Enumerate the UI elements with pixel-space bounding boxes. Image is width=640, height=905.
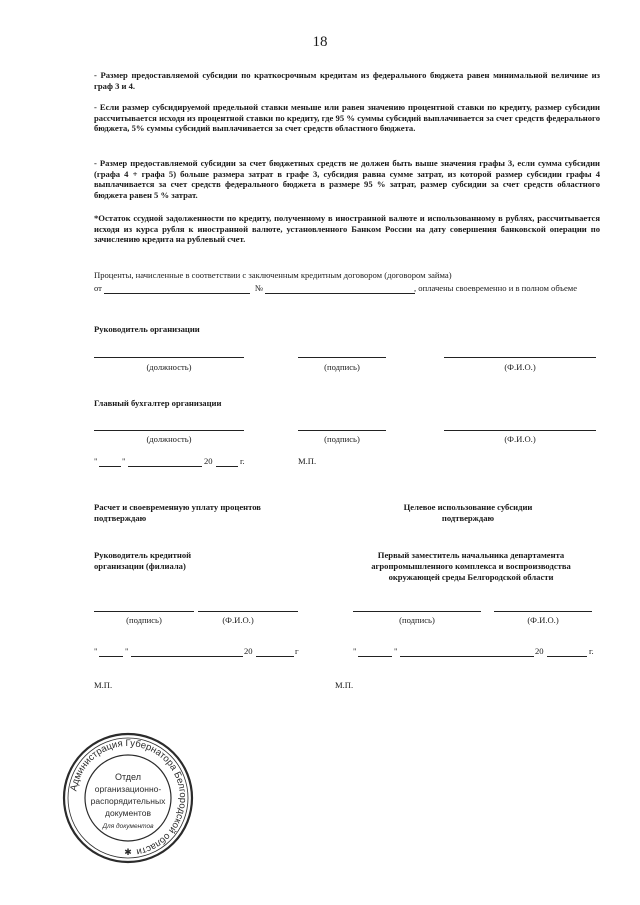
accountant-signature-line (298, 430, 386, 431)
bank-seal-place: М.П. (94, 680, 113, 690)
dept-date-month-line (400, 656, 534, 657)
round-stamp (60, 730, 196, 866)
dept-date-year-prefix: 20 (535, 646, 544, 656)
org-head-signature-caption: (подпись) (324, 362, 360, 372)
accountant-position-line (94, 430, 244, 431)
bank-date-month-line (131, 656, 243, 657)
dept-date-quote-close: " (394, 646, 398, 656)
date-year-prefix: 20 (204, 456, 213, 466)
date-year-suffix: г. (240, 456, 245, 466)
chief-accountant-title: Главный бухгалтер организации (94, 398, 222, 408)
stamp-bottom-text: Для документов (102, 823, 154, 830)
stamp-graphic (60, 730, 196, 866)
accountant-signature-caption: (подпись) (324, 434, 360, 444)
dept-date-day-line (358, 656, 392, 657)
stamp-ring-text: Администрация Губернатора Белгородской области (68, 737, 189, 858)
dept-confirm-title: Целевое использование субсидии подтверждаю (403, 502, 533, 523)
dept-date-year-suffix: г. (589, 646, 594, 656)
dept-signature-caption: (подпись) (399, 615, 435, 625)
bank-date-year-prefix: 20 (244, 646, 253, 656)
org-head-name-caption: (Ф.И.О.) (504, 362, 536, 372)
interest-from-label: от (94, 283, 102, 293)
bank-name-line (198, 611, 298, 612)
stamp-center-line: документов (105, 808, 151, 818)
bank-name-caption: (Ф.И.О.) (222, 615, 254, 625)
bank-confirm-title: Расчет и своевременную уплату процентов подтверждаю (94, 502, 261, 523)
date-quote-open: " (94, 456, 98, 466)
interest-number-sign: № (255, 283, 264, 293)
stamp-star-icon: ✱ (124, 848, 132, 858)
date-month-line (128, 466, 202, 467)
interest-statement-line1: Проценты, начисленные в соответствии с заключенным кредитным договором (договором займа) (94, 270, 452, 280)
note-paragraph-2: - Если размер субсидируемой предельной ставки меньше или равен значению процентной ставки по кредиту, размер субсидии рассчитывается исходя из процентной ставки по кредиту, где 95 % суммы субсидий выплачивается за счет средств федерального бюджета, 5% суммы субсидий выплачивается за счет средств областного бюджета. (94, 102, 600, 134)
org-head-name-line (444, 357, 596, 358)
stamp-center-line: организационно- (94, 784, 162, 794)
bank-date-year-suffix: г (295, 646, 299, 656)
bank-date-year-line (256, 656, 294, 657)
note-paragraph-4: *Остаток ссудной задолженности по кредиту, полученному в иностранной валюте и использованному в рублях, рассчитывается исходя из курса рубля к иностранной валюте, установленного Банком России на дату совершения банковской операции по зачислению кредита на рублевый счет. (94, 213, 600, 245)
dept-date-year-line (547, 656, 587, 657)
bank-date-quote-close: " (125, 646, 129, 656)
note-paragraph-1: - Размер предоставляемой субсидии по краткосрочным кредитам из федерального бюджета равен минимальной величине из граф 3 и 4. (94, 70, 600, 91)
contract-date-line (104, 293, 250, 294)
date-year-line (216, 466, 238, 467)
bank-signature-line (94, 611, 194, 612)
dept-date-quote-open: " (353, 646, 357, 656)
dept-name-line (494, 611, 592, 612)
accountant-name-line (444, 430, 596, 431)
org-head-position-line (94, 357, 244, 358)
stamp-center-line: распорядительных (90, 796, 166, 806)
accountant-position-caption: (должность) (146, 434, 192, 444)
dept-name-caption: (Ф.И.О.) (527, 615, 559, 625)
page-number: 18 (312, 34, 328, 50)
org-head-title: Руководитель организации (94, 324, 200, 334)
bank-head-title: Руководитель кредитной организации (филиала) (94, 550, 192, 571)
note-paragraph-3: - Размер предоставляемой субсидии за счет бюджетных средств не должен быть выше значения графы 3, если сумма субсидии (графа 4 + графа 5) больше размера затрат в графе 3, субсидия равна сумме затрат, из которой размер субсидии графы 4 выплачивается за счет средств федерального бюджета в размере 95 % затрат, размер субсидии за счет средств областного бюджета равен 5 % затрат. (94, 158, 600, 200)
contract-number-line (265, 293, 415, 294)
org-head-position-caption: (должность) (146, 362, 192, 372)
seal-place-label: М.П. (298, 456, 317, 466)
dept-signature-line (353, 611, 481, 612)
date-quote-close: " (122, 456, 126, 466)
date-day-line (99, 466, 121, 467)
org-head-signature-line (298, 357, 386, 358)
bank-signature-caption: (подпись) (126, 615, 162, 625)
bank-date-day-line (99, 656, 123, 657)
bank-date-quote-open: " (94, 646, 98, 656)
interest-paid-text: , оплачены своевременно и в полном объеме (414, 283, 578, 293)
stamp-center-line: Отдел (114, 772, 142, 782)
dept-head-title: Первый заместитель начальника департамента агропромышленного комплекса и воспроизводства окружающей среды Белгородской области (371, 550, 571, 582)
dept-seal-place: М.П. (335, 680, 354, 690)
accountant-name-caption: (Ф.И.О.) (504, 434, 536, 444)
